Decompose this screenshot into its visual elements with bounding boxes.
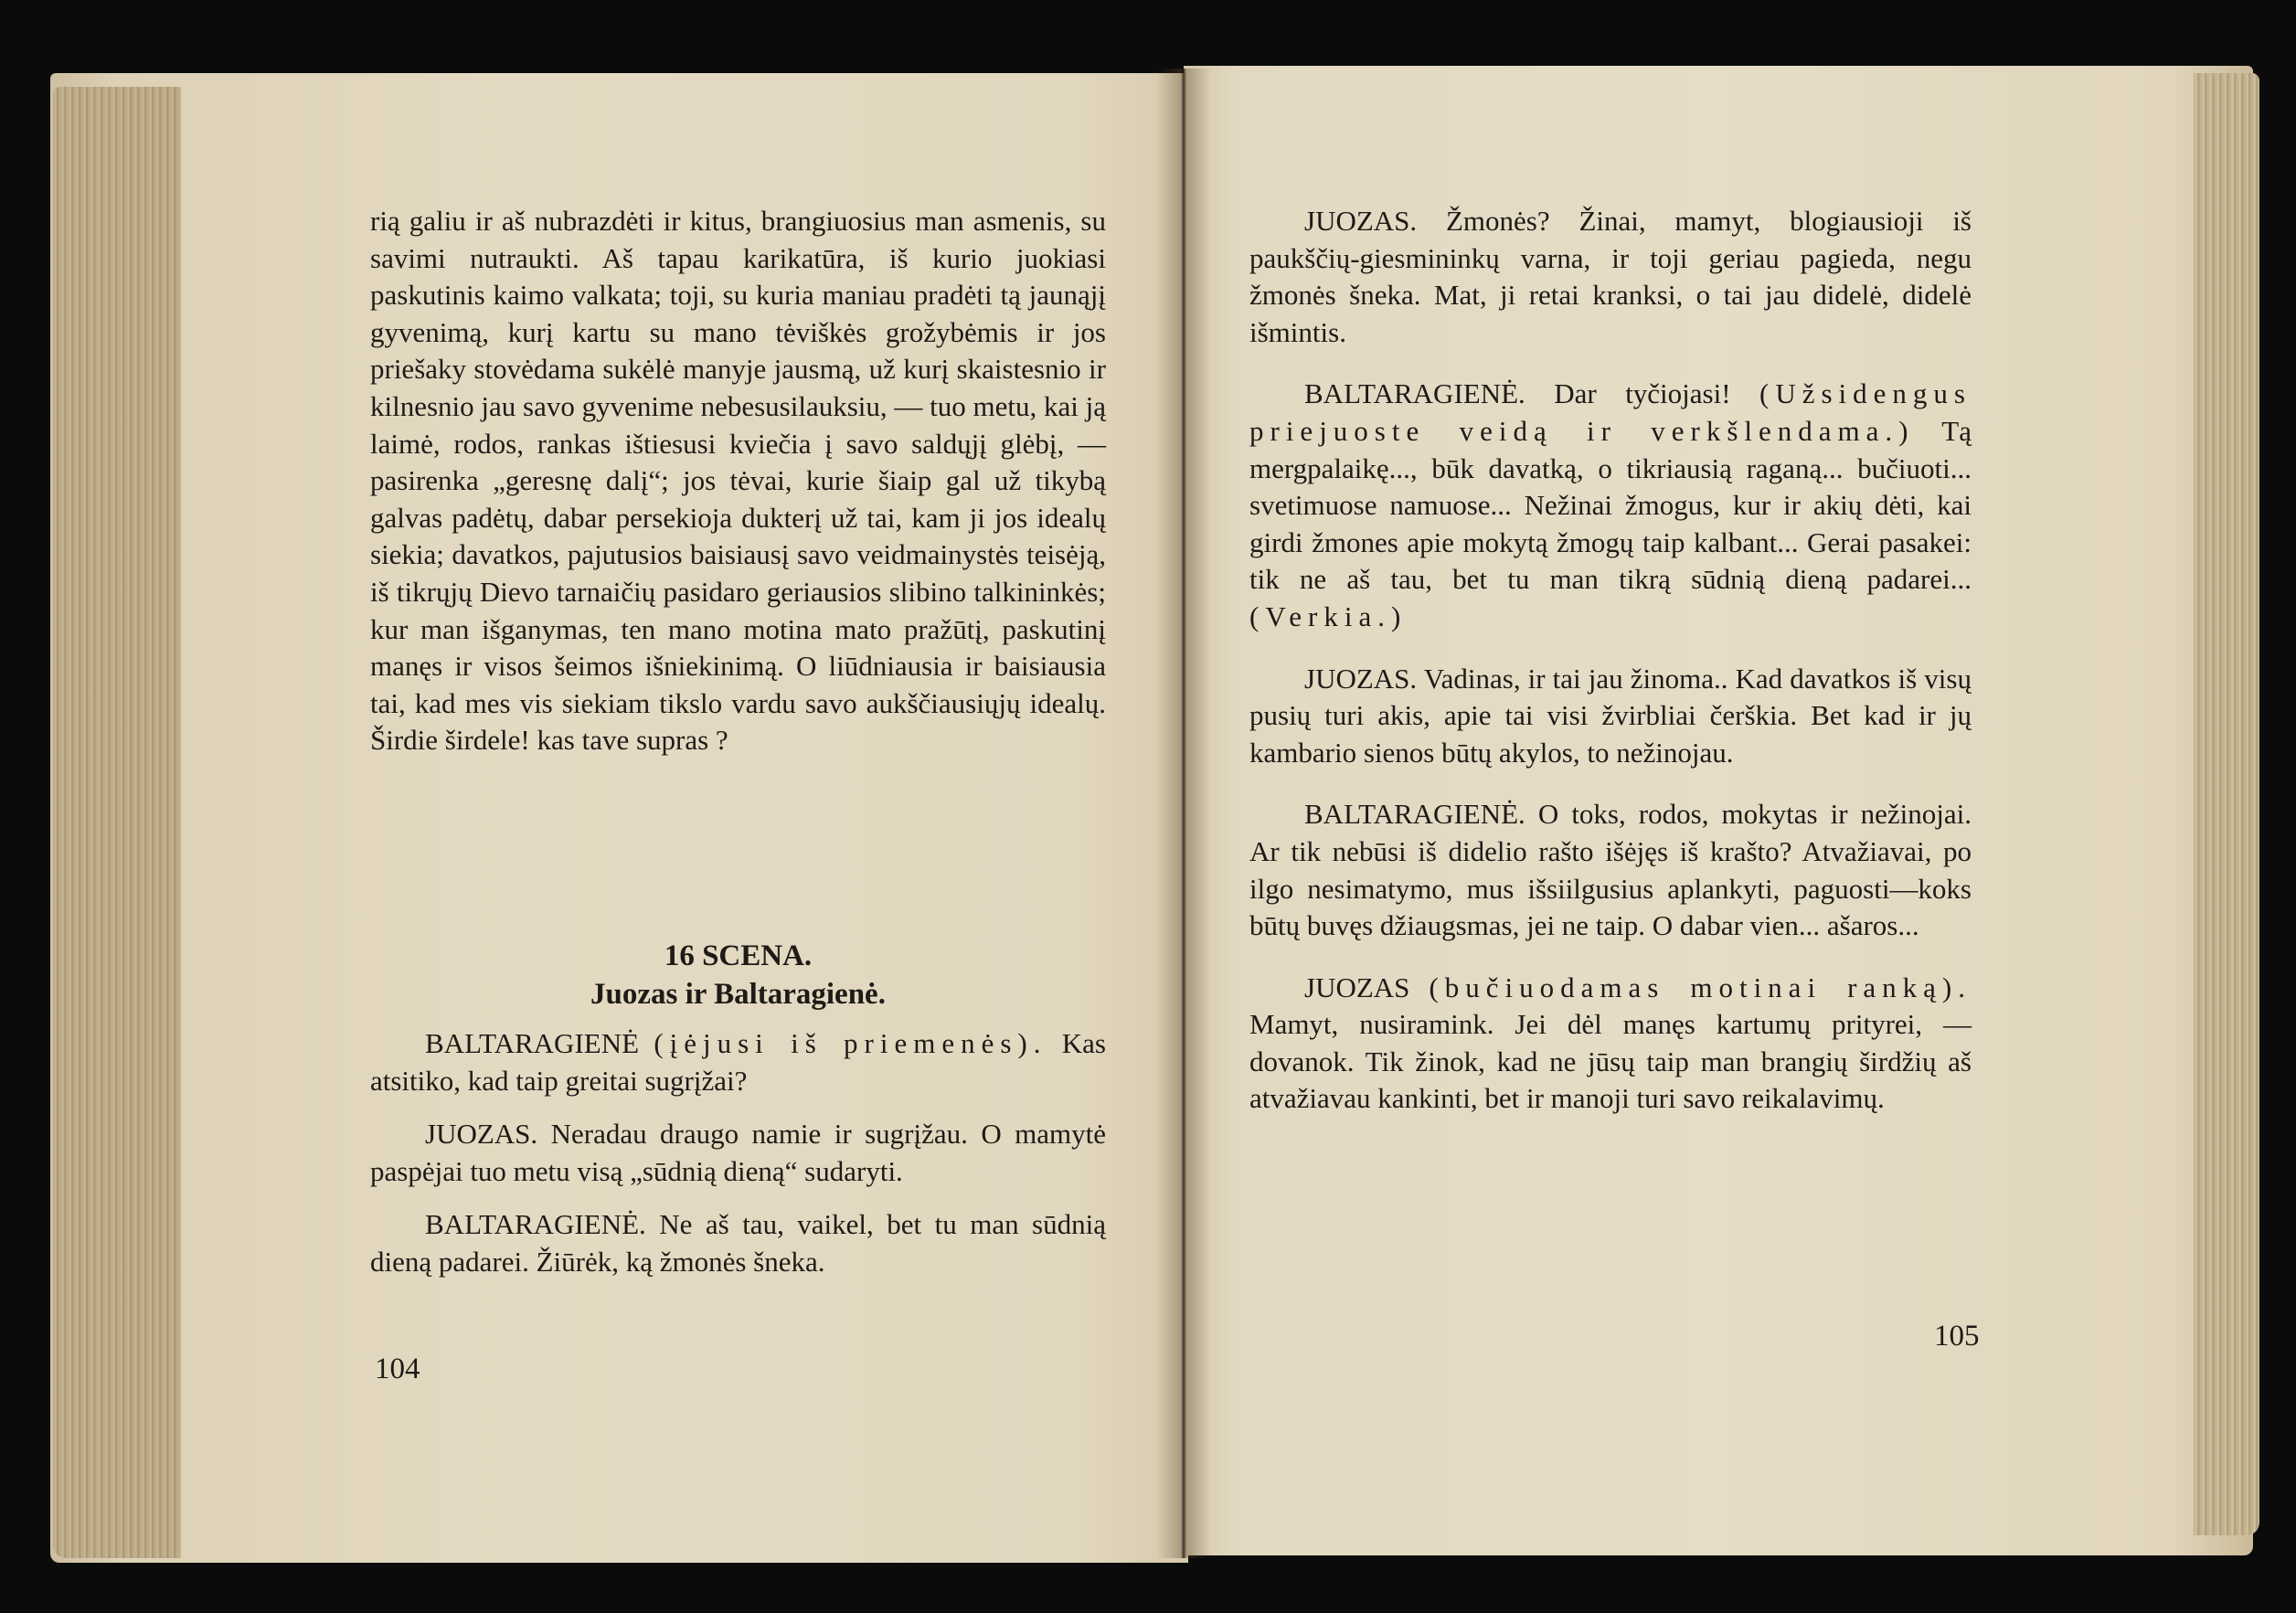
speaker-name: BALTARAGIENĖ (425, 1027, 640, 1059)
dialogue-text: Kas atsitiko, kad taip greitai sugrįžai? (370, 1027, 1106, 1097)
speaker-name: JUOZAS. (1304, 662, 1418, 695)
dialogue-text: Žmonės? Žinai, mamyt, blogiausioji iš paukščių-giesmininkų varna, ir toji geriau pagieda, negu žmonės šneka. Mat, ji retai kranksi, o tai jau didelė, didelė išmintis. (1249, 205, 1972, 348)
stage-direction: (bučiuodamas motinai ranką). (1429, 971, 1972, 1003)
dialogue-text: Vadinas, ir tai jau žinoma.. Kad davatkos iš visų pusių turi akis, apie tai visi žvirbliai čerškia. Bet kad ir jų kambario sienos būtų akylos, to nežinojau. (1249, 662, 1972, 769)
scene-number: 16 SCENA. (664, 939, 813, 972)
page-number-left: 104 (375, 1353, 420, 1385)
left-page-text (370, 203, 1106, 759)
dialogue-line (370, 1025, 1106, 1099)
left-page-dialogue (370, 1025, 1106, 1281)
stage-direction: (Užsidengus priejuoste veidą ir verkšlendama.) (1249, 377, 1972, 447)
stage-direction: (įėjusi iš priemenės). (654, 1027, 1047, 1059)
book-gutter (1156, 69, 1211, 1558)
dialogue-text: Tą mergpalaikę..., būk davatką, o tikriausią raganą... bučiuoti... svetimuose namuose... Nežinai žmogus, kur ir akių dėti, kai girdi žmones apie mokytą žmogų taip kalbant... Gerai pasakei: tik ne aš tau, bet tu man tikrą sūdnią dieną padarei... (1249, 414, 1972, 596)
speaker-name: JUOZAS. (425, 1118, 538, 1151)
dialogue-text: O toks, rodos, mokytas ir nežinojai. Ar tik nebūsi iš didelio rašto išėjęs iš krašto? Atvažiavai, po ilgo nesimatymo, mus išsiilgusius aplankyti, paguosti—koks būtų buvęs džiaugsmas, jei ne taip. O dabar vien... ašaros... (1249, 798, 1972, 942)
dialogue-line (1249, 970, 1972, 1118)
monologue-paragraph: rią galiu ir aš nubrazdėti ir kitus, brangiuosius man asmenis, su savimi nutraukti. Aš tapau karikatūra, iš kurio juokiasi paskutinis kaimo valkata; toji, su kuria maniau pradėti tą jaunąjį gyvenimą, kurį kartu su mano tėviškės grožybėmis ir jos priešaky stovėdama sukėlė manyje jausmą, už kurį skaistesnio ir kilnesnio jau savo gyvenime nebesusilauksiu, — tuo metu, kai ją laimė, rodos, rankas ištiesusi kviečia į savo saldųjį glėbį, — pasirenka „geresnę dalį“; jos tėvai, kurie šiaip gal už tikybą galvas padėtų, dabar persekioja dukterį už tai, kam ji jos idealų siekia; davatkos, pajutusios baisiausį savo veidmainystės teisėją, iš tikrųjų Dievo tarnaičių pasidaro geriausios slibino talkininkės; kur man išganymas, ten mano motina mato pražūtį, paskutinį manęs ir visos šeimos išniekinimą. O liūdniausia ir baisiausia tai, kad mes vis siekiam tikslo vardu savo aukščiausiųjų idealų. Širdie širdele! kas tave supras ? (370, 205, 1107, 757)
dialogue-line (1249, 203, 1972, 351)
right-page-edges (2194, 73, 2259, 1535)
dialogue-line (370, 1116, 1106, 1190)
speaker-name: BALTARAGIENĖ. (1304, 377, 1525, 410)
dialogue-line (1249, 661, 1972, 772)
dialogue-line (1249, 376, 1972, 635)
left-page-edges (53, 87, 181, 1558)
scene-characters: Juozas ir Baltaragienė. (590, 978, 886, 1011)
speaker-name: JUOZAS. (1304, 205, 1418, 237)
dialogue-text: Neradau draugo namie ir sugrįžau. O mamytė paspėjai tuo metu visą „sūdnią dieną“ sudaryti. (370, 1118, 1107, 1187)
dialogue-line (1249, 796, 1972, 944)
stage-direction: (Verkia.) (1249, 600, 1408, 632)
dialogue-text: Dar tyčiojasi! (1554, 377, 1731, 410)
dialogue-text: Mamyt, nusiramink. Jei dėl manęs kartumų prityrei, — dovanok. Tik žinok, kad ne jūsų taip man brangių širdžių aš atvažiavau kankinti, bet ir manoji turi savo reikalavimų. (1249, 1008, 1972, 1115)
page-number-right: 105 (1934, 1320, 1980, 1353)
speaker-name: JUOZAS (1304, 971, 1410, 1003)
speaker-name: BALTARAGIENĖ. (425, 1208, 646, 1241)
dialogue-text: Ne aš tau, vaikel, bet tu man sūdnią dieną padarei. Žiūrėk, ką žmonės šneka. (370, 1208, 1106, 1278)
dialogue-line (370, 1206, 1106, 1280)
right-page-text (1249, 203, 1972, 1118)
speaker-name: BALTARAGIENĖ. (1304, 798, 1525, 831)
